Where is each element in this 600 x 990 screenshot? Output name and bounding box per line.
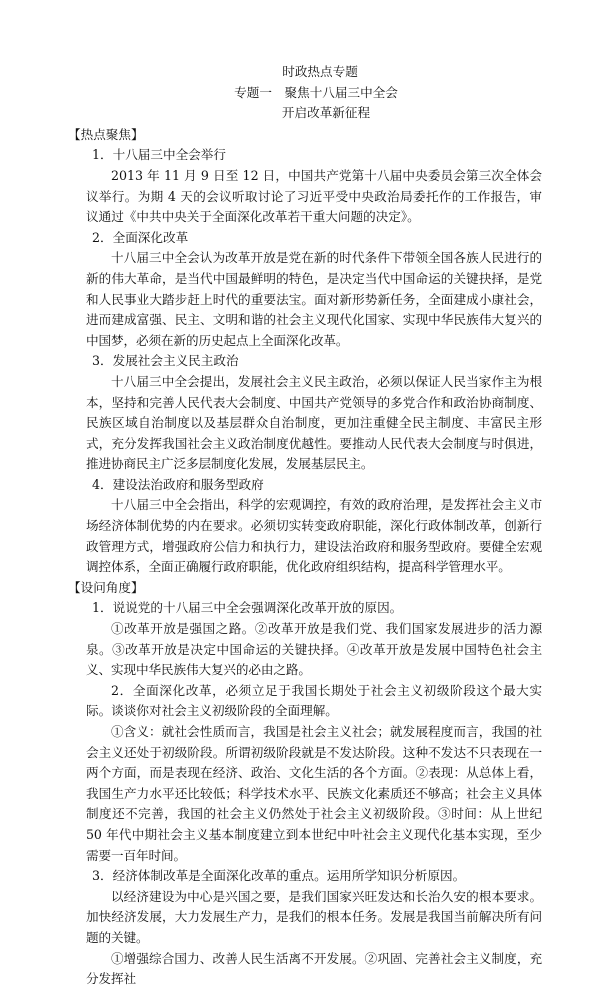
focus-item-paragraph: 十八届三中全会认为改革开放是党在新的时代条件下带领全国各族人民进行的新的伟大革命，是当代中国最鲜明的特色，是决定当代中国命运的关键抉择，是党和人民事业大踏步赶上时代的重要法宝。面对新形势新任务，全面建成小康社会，进而建成富强、民主、文明和谐的社会主义现代化国家、实现中华民族伟大复兴的中国梦，必须在新的历史起点上全面深化改革。 [86, 250, 542, 348]
doc-subtitle: 专题一 聚焦十八届三中全会 [234, 84, 398, 100]
focus-item-title: 3．发展社会主义民主政治 [92, 353, 239, 369]
section-heading-focus: 【热点聚焦】 [68, 126, 144, 142]
answer-paragraph: ①含义：就社会性质而言，我国是社会主义社会；就发展程度而言，我国的社会主义还处于初级阶段。所谓初级阶段就是不发达阶段。这种不发达不只表现在一两个方面，而是表现在经济、政治、文化生活的各个方面。②表现：从总体上看，我国生产力水平还比较低；科学技术水平、民族文化素质还不够高；社会主义具体制度还不完善，我国的社会主义仍然处于社会主义初级阶段。③时间：从上世纪 50 年代中期社会主义基本制度建立到本世纪中叶社会主义现代化基本实现，至少需要一百年时间。 [86, 724, 542, 863]
question-title: 1．说说党的十八届三中全会强调深化改革开放的原因。 [92, 600, 403, 616]
answer-paragraph: ①改革开放是强国之路。②改革开放是我们党、我们国家发展进步的活力源泉。③改革开放是决定中国命运的关键抉择。④改革开放是发展中国特色社会主义、实现中华民族伟大复兴的必由之路。 [86, 621, 542, 678]
focus-item-paragraph: 十八届三中全会提出，发展社会主义民主政治，必须以保证人民当家作主为根本，坚持和完善人民代表大会制度、中国共产党领导的多党合作和政治协商制度、民族区域自治制度以及基层群众自治制度，更加注重健全民主制度、丰富民主形式，充分发挥我国社会主义政治制度优越性。要推动人民代表大会制度与时俱进，推进协商民主广泛多层制度化发展，发展基层民主。 [86, 373, 542, 472]
doc-title: 时政热点专题 [282, 64, 358, 79]
question-title: 2．全面深化改革，必须立足于我国长期处于社会主义初级阶段这个最大实际。谈谈你对社会主义初级阶段的全面理解。 [86, 682, 542, 719]
section-heading-angles: 【设问角度】 [68, 579, 144, 595]
question-title: 3．经济体制改革是全面深化改革的重点。运用所学知识分析原因。 [92, 868, 466, 884]
focus-item-title: 4．建设法治政府和服务型政府 [92, 476, 264, 492]
focus-item-title: 1．十八届三中全会举行 [92, 147, 226, 163]
answer-paragraph: ①增强综合国力、改善人民生活离不开发展。②巩固、完善社会主义制度，充分发挥社 [86, 950, 542, 987]
focus-item-paragraph: 十八届三中全会指出，科学的宏观调控，有效的政府治理，是发挥社会主义市场经济体制优势的内在要求。必须切实转变政府职能，深化行政体制改革，创新行政管理方式，增强政府公信力和执行力，建设法治政府和服务型政府。要健全宏观调控体系，全面正确履行政府职能，优化政府组织结构，提高科学管理水平。 [86, 497, 542, 575]
focus-item-paragraph: 2013 年 11 月 9 日至 12 日，中国共产党第十八届中央委员会第三次全体会议举行。为期 4 天的会议听取讨论了习近平受中央政治局委托作的工作报告，审议通过《中共中央关于全面深化改革若干重大问题的决定》。 [86, 167, 542, 225]
doc-subtitle-2: 开启改革新征程 [281, 105, 371, 121]
focus-item-title: 2．全面深化改革 [92, 229, 189, 245]
answer-paragraph: 以经济建设为中心是兴国之要，是我们国家兴旺发达和长治久安的根本要求。加快经济发展，大力发展生产力，是我们的根本任务。发展是我国当前解决所有问题的关键。 [86, 888, 542, 945]
